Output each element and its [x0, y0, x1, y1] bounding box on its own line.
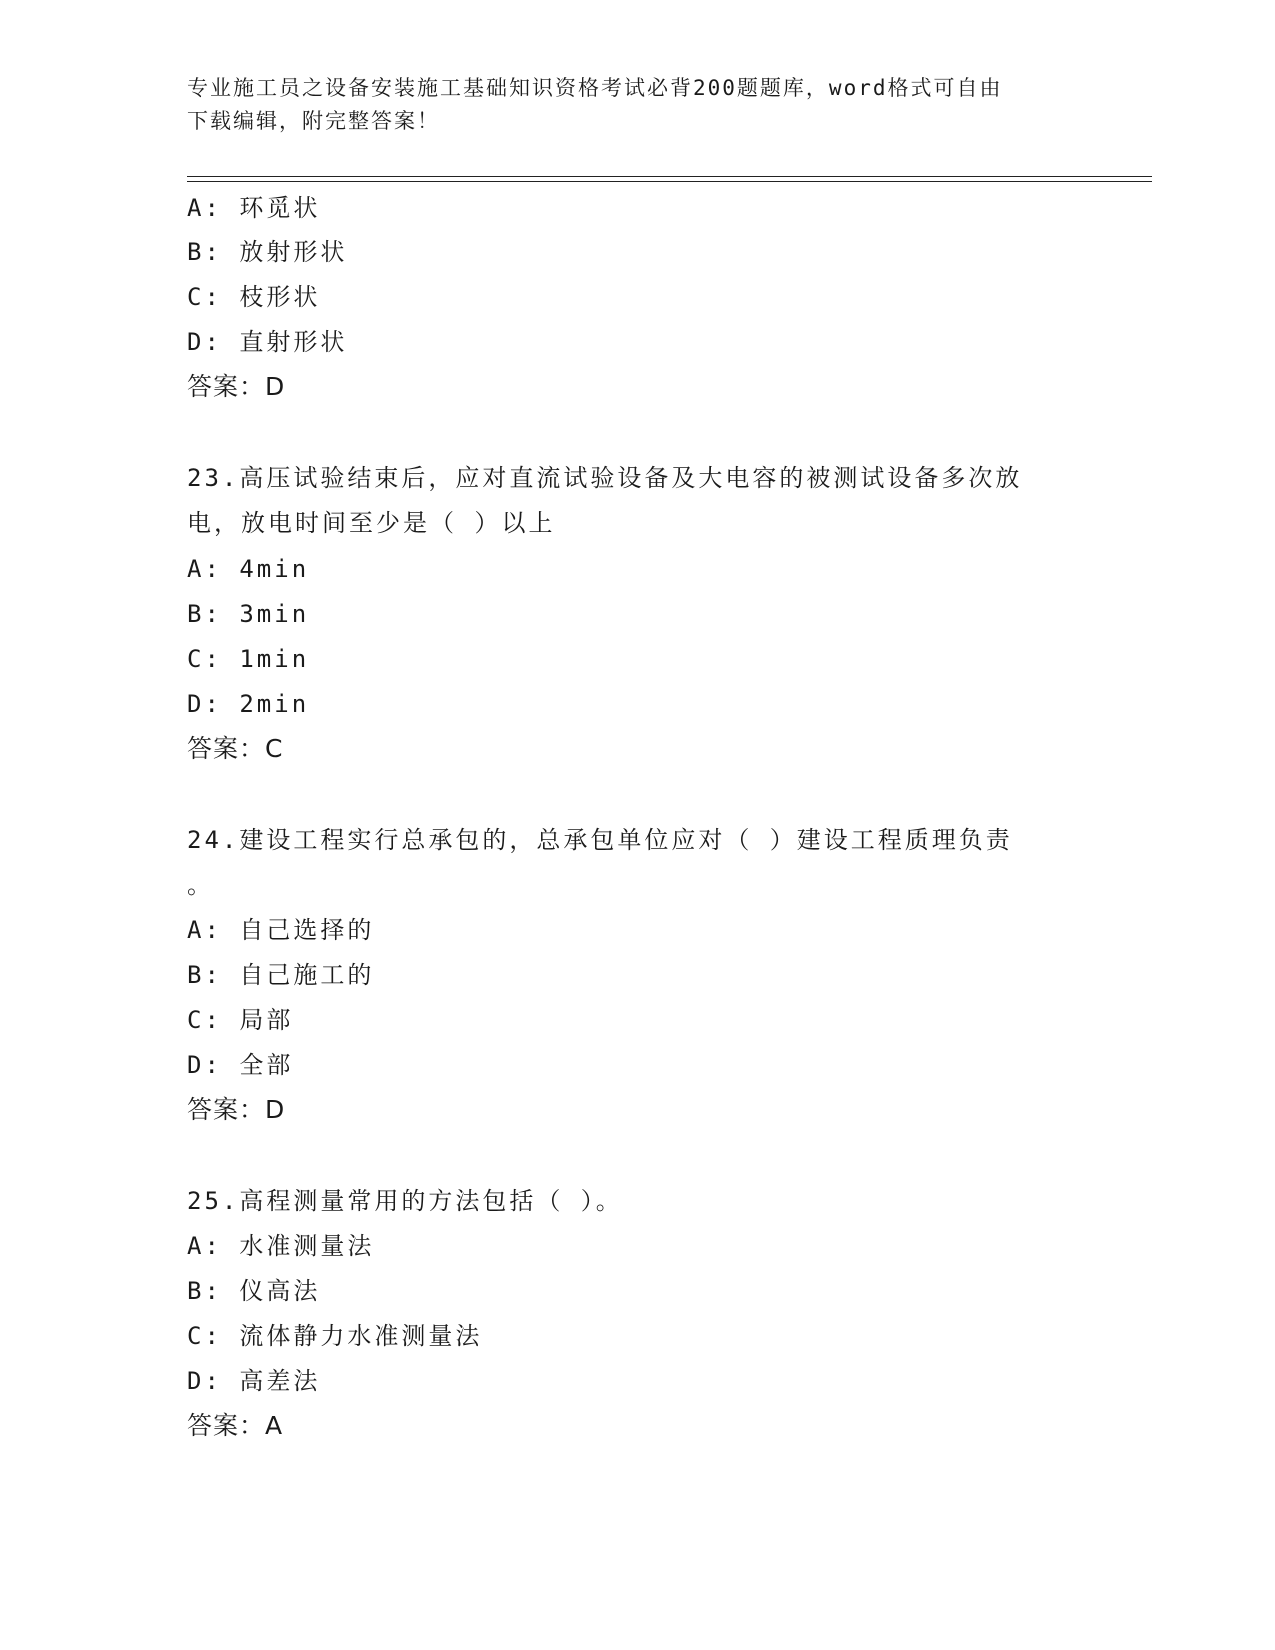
option-b: B: 仪高法 [187, 1277, 321, 1305]
option-c: C: 局部 [187, 1006, 294, 1034]
option-b: B: 3min [187, 600, 310, 628]
question-stem-line-1: 24.建设工程实行总承包的，总承包单位应对（ ）建设工程质理负责 [187, 826, 1013, 854]
option-a: A: 自己选择的 [187, 916, 375, 944]
question-stem-line-1: 25.高程测量常用的方法包括（ ）。 [187, 1187, 623, 1215]
question-stem-line-2: 电，放电时间至少是（ ）以上 [187, 509, 556, 537]
question-stem-line-1: 23.高压试验结束后，应对直流试验设备及大电容的被测试设备多次放 [187, 464, 1023, 492]
header-rule-top [187, 176, 1152, 177]
header-title-line-2: 下载编辑，附完整答案！ [187, 109, 440, 133]
option-d: D: 高差法 [187, 1367, 321, 1395]
option-c: C: 流体静力水准测量法 [187, 1322, 483, 1350]
option-c: C: 1min [187, 645, 310, 673]
answer-line: 答案：C [187, 734, 284, 763]
header-rule-bottom [187, 181, 1152, 182]
answer-line: 答案：A [187, 1411, 284, 1440]
option-b: B: 放射形状 [187, 238, 348, 266]
option-d: D: 全部 [187, 1051, 294, 1079]
option-a: A: 4min [187, 555, 310, 583]
option-a: A: 水准测量法 [187, 1232, 375, 1260]
answer-line: 答案：D [187, 1095, 286, 1124]
header-title-line-1: 专业施工员之设备安装施工基础知识资格考试必背200题题库，word格式可自由 [187, 76, 1003, 100]
option-a: A: 环觅状 [187, 194, 321, 222]
question-stem-line-2: 。 [187, 871, 214, 899]
document-header [187, 72, 1067, 138]
option-d: D: 2min [187, 690, 310, 718]
option-d: D: 直射形状 [187, 328, 348, 356]
answer-line: 答案：D [187, 372, 286, 401]
option-c: C: 枝形状 [187, 283, 321, 311]
option-b: B: 自己施工的 [187, 961, 375, 989]
